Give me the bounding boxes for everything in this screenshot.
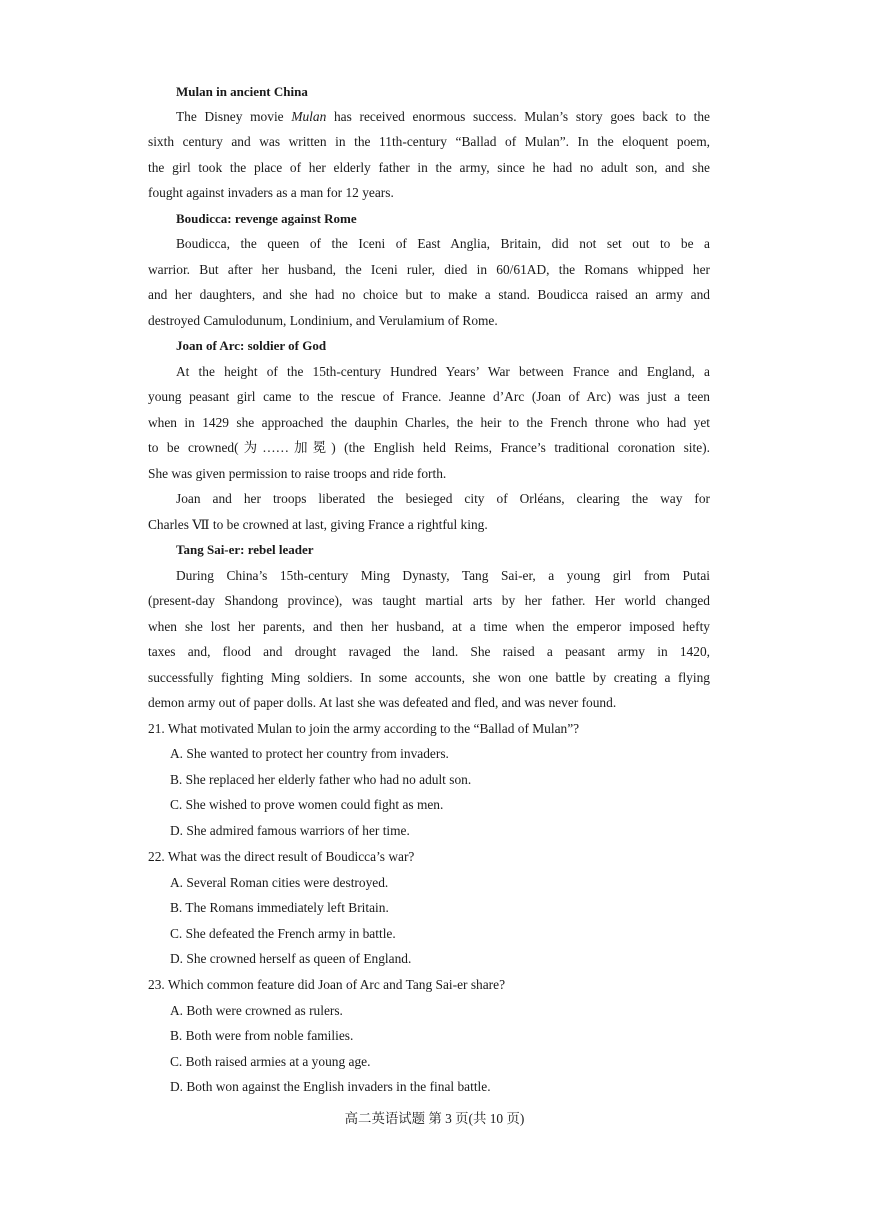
paragraph-line: and her daughters, and she had no choice but to make a stand. Boudicca raised an army and — [148, 287, 710, 302]
question-22-option-c: C. She defeated the French army in battle. — [170, 926, 396, 941]
question-21-option-d: D. She admired famous warriors of her time. — [170, 823, 410, 838]
paragraph-line: young peasant girl came to the rescue of France. Jeanne d’Arc (Joan of Arc) was just a teen — [148, 389, 710, 404]
movie-title: Mulan — [291, 109, 327, 124]
page-footer: 高二英语试题 第 3 页(共 10 页) — [344, 1111, 525, 1126]
paragraph-line: demon army out of paper dolls. At last she was defeated and fled, and was never found. — [148, 695, 617, 710]
question-23-option-d: D. Both won against the English invaders in the final battle. — [170, 1079, 491, 1094]
question-22-stem: 22. What was the direct result of Boudicca’s war? — [148, 849, 415, 864]
paragraph-line: destroyed Camulodunum, Londinium, and Verulamium of Rome. — [148, 313, 498, 328]
paragraph-line: when she lost her parents, and then her husband, at a time when the emperor imposed hefty — [148, 619, 710, 634]
paragraph-line: Boudicca, the queen of the Iceni of East Anglia, Britain, did not set out to be a — [176, 236, 710, 251]
section-heading-boudicca: Boudicca: revenge against Rome — [176, 211, 357, 226]
section-heading-joan: Joan of Arc: soldier of God — [176, 338, 327, 353]
question-23-option-a: A. Both were crowned as rulers. — [170, 1003, 343, 1018]
question-23-option-b: B. Both were from noble families. — [170, 1028, 354, 1043]
section-heading-mulan: Mulan in ancient China — [176, 84, 308, 99]
paragraph-line: The Disney movie Mulan has received enormous success. Mulan’s story goes back to the — [176, 109, 710, 124]
question-21-option-a: A. She wanted to protect her country from invaders. — [170, 746, 449, 761]
question-21-stem: 21. What motivated Mulan to join the army according to the “Ballad of Mulan”? — [148, 721, 580, 736]
question-23-stem: 23. Which common feature did Joan of Arc and Tang Sai-er share? — [148, 977, 506, 992]
question-22-option-d: D. She crowned herself as queen of England. — [170, 951, 412, 966]
paragraph-line: At the height of the 15th-century Hundred Years’ War between France and England, a — [176, 364, 710, 379]
paragraph-line: successfully fighting Ming soldiers. In some accounts, she won one battle by creating a flying — [148, 670, 710, 685]
paragraph-line: the girl took the place of her elderly father in the army, since he had no adult son, and she — [148, 160, 710, 175]
question-22-option-b: B. The Romans immediately left Britain. — [170, 900, 389, 915]
paragraph-line: to be crowned(为……加冕) (the English held Reims, France’s traditional coronation site). — [148, 440, 710, 455]
paragraph-line: During China’s 15th-century Ming Dynasty, Tang Sai-er, a young girl from Putai — [176, 568, 710, 583]
paragraph-line: She was given permission to raise troops and ride forth. — [148, 466, 447, 481]
question-22-option-a: A. Several Roman cities were destroyed. — [170, 875, 389, 890]
paragraph-line: taxes and, flood and drought ravaged the land. She raised a peasant army in 1420, — [148, 644, 710, 659]
paragraph-line: Joan and her troops liberated the besieged city of Orléans, clearing the way for — [176, 491, 710, 506]
paragraph-line: sixth century and was written in the 11th-century “Ballad of Mulan”. In the eloquent poem, — [148, 134, 710, 149]
question-23-option-c: C. Both raised armies at a young age. — [170, 1054, 371, 1069]
paragraph-line: (present-day Shandong province), was taught martial arts by her father. Her world changed — [148, 593, 710, 608]
question-21-option-b: B. She replaced her elderly father who had no adult son. — [170, 772, 472, 787]
paragraph-line: Charles Ⅶ to be crowned at last, giving France a rightful king. — [148, 517, 488, 532]
paragraph-line: when in 1429 she approached the dauphin Charles, the heir to the French throne who had yet — [148, 415, 710, 430]
question-21-option-c: C. She wished to prove women could fight as men. — [170, 797, 444, 812]
paragraph-line: fought against invaders as a man for 12 years. — [148, 185, 394, 200]
section-heading-tang-sai-er: Tang Sai-er: rebel leader — [176, 542, 314, 557]
paragraph-line: warrior. But after her husband, the Iceni ruler, died in 60/61AD, the Romans whipped her — [148, 262, 710, 277]
